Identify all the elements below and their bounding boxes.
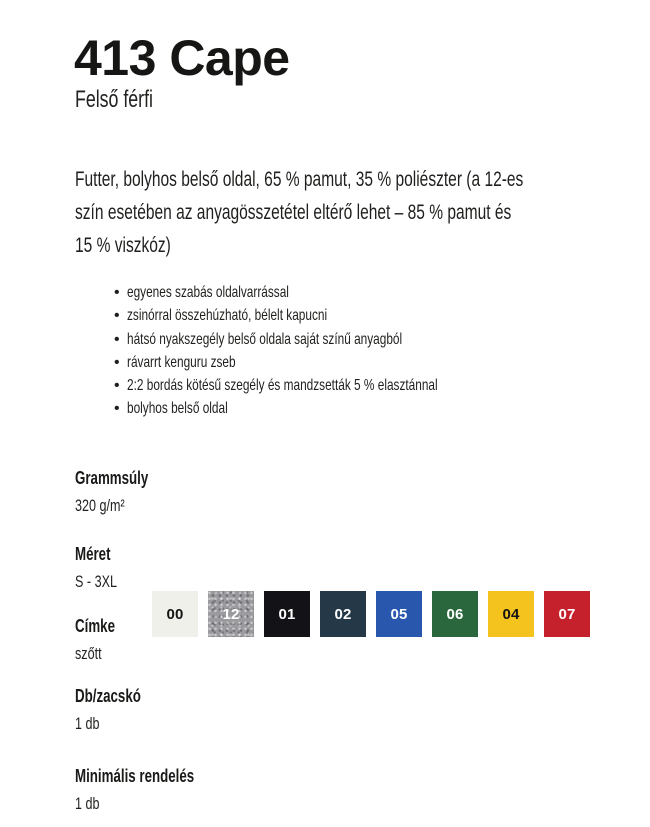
spec-value xyxy=(75,572,132,592)
feature-item-text: hátsó nyakszegély belső oldala saját színű anyagból xyxy=(127,330,403,348)
spec-label xyxy=(75,468,174,488)
color-swatch-04: 04 xyxy=(488,591,534,637)
spec-label xyxy=(75,686,164,706)
color-swatch-12: 12 xyxy=(208,591,254,637)
spec-value-text: szőtt xyxy=(75,644,102,663)
feature-item xyxy=(114,328,547,351)
spec-value-text: 320 g/m² xyxy=(75,496,125,515)
product-title: 413 Cape xyxy=(74,30,290,86)
description-line xyxy=(75,163,650,196)
product-category xyxy=(75,86,180,114)
spec-value xyxy=(75,496,174,516)
color-swatch-02: 02 xyxy=(320,591,366,637)
description-line xyxy=(75,196,650,229)
description-line-text: Futter, bolyhos belső oldal, 65 % pamut, 35 % poliészter (a 12-es xyxy=(75,168,524,191)
color-swatch-00: 00 xyxy=(152,591,198,637)
spec-section xyxy=(75,616,129,664)
color-swatch-07: 07 xyxy=(544,591,590,637)
spec-label-text: Címke xyxy=(75,616,115,636)
description-line-text: szín esetében az anyagösszetétel eltérő lehet – 85 % pamut és xyxy=(75,201,512,224)
spec-section xyxy=(75,468,174,516)
feature-item-text: zsinórral összehúzható, bélelt kapucni xyxy=(127,307,328,325)
spec-value-text: S - 3XL xyxy=(75,572,117,591)
spec-value-text: 1 db xyxy=(75,714,100,733)
color-swatch-06: 06 xyxy=(432,591,478,637)
spec-label-text: Grammsúly xyxy=(75,468,149,488)
spec-value xyxy=(75,644,129,664)
description-line-text: 15 % viszkóz) xyxy=(75,234,171,257)
spec-value xyxy=(75,794,236,814)
feature-item xyxy=(114,281,547,304)
feature-list xyxy=(114,281,547,421)
spec-value-text: 1 db xyxy=(75,794,100,813)
spec-label xyxy=(75,544,132,564)
feature-item-text: egyenes szabás oldalvarrással xyxy=(127,284,289,301)
color-swatch-01: 01 xyxy=(264,591,310,637)
feature-item xyxy=(114,374,547,397)
color-swatch-05: 05 xyxy=(376,591,422,637)
spec-section xyxy=(75,544,132,592)
feature-item-text: bolyhos belső oldal xyxy=(127,400,228,418)
spec-section xyxy=(75,766,236,814)
product-category-text: Felső férfi xyxy=(75,86,153,113)
spec-label-text: Minimális rendelés xyxy=(75,766,195,786)
spec-label-text: Méret xyxy=(75,544,111,564)
spec-value xyxy=(75,714,164,734)
feature-item xyxy=(114,397,547,420)
color-swatch-row xyxy=(152,591,590,637)
feature-item xyxy=(114,304,547,327)
feature-item xyxy=(114,351,547,374)
spec-label xyxy=(75,766,236,786)
description-line xyxy=(75,229,650,262)
spec-label-text: Db/zacskó xyxy=(75,686,141,706)
feature-item-text: rávarrt kenguru zseb xyxy=(127,353,236,371)
spec-label xyxy=(75,616,129,636)
product-description xyxy=(75,163,650,262)
spec-section xyxy=(75,686,164,734)
feature-item-text: 2:2 bordás kötésű szegély és mandzsetták 5 % elasztánnal xyxy=(127,377,438,395)
